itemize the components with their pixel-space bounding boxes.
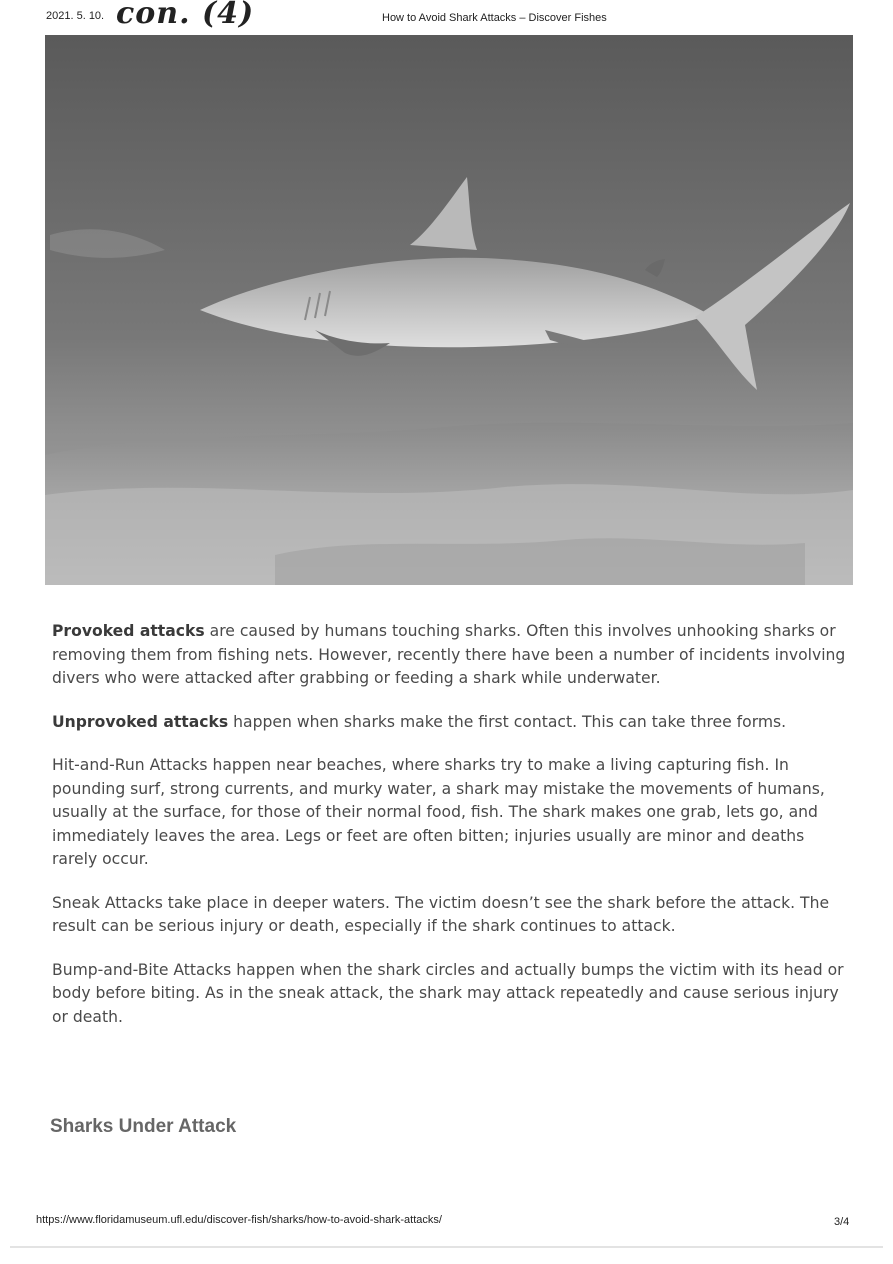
unprovoked-paragraph [52,711,852,735]
bump-and-bite-paragraph: Bump-and-Bite Attacks happen when the shark circles and actually bumps the victim with its head or body before biting. As in the sneak attack, the shark may attack repeatedly and cause serious injury or death. [52,960,844,1026]
section-heading: Sharks Under Attack [50,1116,237,1137]
page-number: 3/4 [834,1216,850,1228]
provoked-text: are caused by humans touching sharks. Often this involves unhooking sharks or removing them from fishing nets. However, recently there have been a number of incidents involving divers who were attacked after grabbing or feeding a shark while underwater. [52,622,846,687]
print-date: 2021. 5. 10. [46,10,105,22]
sneak-paragraph: Sneak Attacks take place in deeper waters. The victim doesn’t see the shark before the attack. The result can be serious injury or death, especially if the shark continues to attack. [52,893,830,935]
provoked-paragraph [52,620,852,691]
provoked-term: Provoked attacks [52,622,205,640]
unprovoked-term: Unprovoked attacks [52,712,229,731]
shark-photo [45,35,853,585]
page-title: How to Avoid Shark Attacks – Discover Fishes [382,12,607,24]
page-edge-divider [10,1246,883,1248]
footer-url: https://www.floridamuseum.ufl.edu/discover-fish/sharks/how-to-avoid-shark-attacks/ [36,1214,442,1226]
article-body [52,620,852,1049]
handwritten-note: con. (4) [116,0,255,31]
hit-and-run-paragraph: Hit-and-Run Attacks happen near beaches, where sharks try to make a living capturing fish. In pounding surf, strong currents, and murky water, a shark may mistake the movements of humans, usually at the surface, for those of their normal food, fish. The shark makes one grab, lets go, and immediately leaves the area. Legs or feet are often bitten; injuries usually are minor and deaths rarely occur. [52,756,825,868]
unprovoked-text: happen when sharks make the first contact. This can take three forms. [228,712,787,731]
